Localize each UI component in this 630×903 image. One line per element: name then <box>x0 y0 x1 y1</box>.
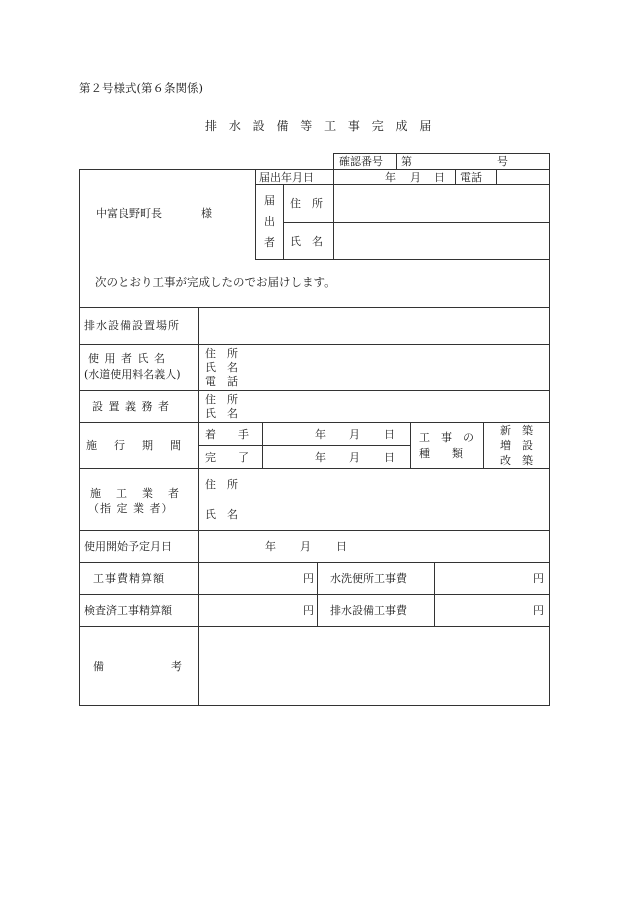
confirm-prefix: 第 <box>401 155 412 168</box>
confirm-label: 確認番号 <box>339 155 383 168</box>
obligor-label: 設 置 義 務 者 <box>92 400 170 413</box>
obligor-name-label: 氏 名 <box>205 407 238 420</box>
worktype-new: 新 築 <box>500 424 533 437</box>
notifier-name-label: 氏 名 <box>290 235 323 248</box>
start-use-month: 月 <box>300 540 311 553</box>
drain-cost-yen: 円 <box>533 604 544 617</box>
notify-date-label: 届出年月日 <box>259 171 314 184</box>
start-use-year: 年 <box>265 540 276 553</box>
contractor-label: 施 工 業 者 <box>90 487 181 500</box>
location-label: 排水設備設置場所 <box>84 319 180 332</box>
confirm-suffix: 号 <box>497 155 508 168</box>
cost-yen: 円 <box>303 572 314 585</box>
user-name-label: 氏 名 <box>205 361 238 374</box>
contractor-address-label: 住 所 <box>205 478 238 491</box>
user-label: 使 用 者 氏 名 <box>88 352 166 365</box>
inspected-cost-label: 検査済工事精算額 <box>84 604 172 617</box>
worktype-mod: 改 築 <box>500 454 533 467</box>
start-day: 日 <box>384 428 395 441</box>
period-label: 施 行 期 間 <box>86 439 184 452</box>
notifier-address-label: 住 所 <box>290 197 323 210</box>
end-month: 月 <box>349 451 360 464</box>
end-year: 年 <box>315 451 326 464</box>
toilet-cost-yen: 円 <box>533 572 544 585</box>
contractor-name-label: 氏 名 <box>205 508 238 521</box>
end-day: 日 <box>384 451 395 464</box>
cost-label: 工事費精算額 <box>93 572 165 585</box>
notify-date-year: 年 <box>385 171 396 184</box>
notify-date-day: 日 <box>434 171 445 184</box>
period-start-label: 着 手 <box>205 428 249 441</box>
start-year: 年 <box>315 428 326 441</box>
toilet-cost-label: 水洗便所工事費 <box>330 572 407 585</box>
worktype-label: 工 事 の <box>419 431 474 444</box>
form-number: 第２号様式(第６条関係) <box>79 81 203 95</box>
addressee-honorific: 様 <box>201 207 212 220</box>
user-label-sub: (水道使用料名義人) <box>84 368 181 381</box>
contractor-label-sub: （指 定 業 者） <box>88 502 174 515</box>
remarks-label: 備 考 <box>93 660 184 673</box>
obligor-address-label: 住 所 <box>205 393 238 406</box>
drain-cost-label: 排水設備工事費 <box>330 604 407 617</box>
start-month: 月 <box>349 428 360 441</box>
start-use-label: 使用開始予定月日 <box>84 540 172 553</box>
addressee: 中富良野町長 <box>96 207 162 220</box>
worktype-label-sub: 種 類 <box>419 447 463 460</box>
user-address-label: 住 所 <box>205 347 238 360</box>
inspected-cost-yen: 円 <box>303 604 314 617</box>
page-title: 排 水 設 備 等 工 事 完 成 届 <box>205 119 436 133</box>
notifier-char-3: 者 <box>264 236 275 249</box>
start-use-day: 日 <box>336 540 347 553</box>
statement: 次のとおり工事が完成したのでお届けします。 <box>95 275 336 289</box>
period-end-label: 完 了 <box>205 451 249 464</box>
notifier-char-2: 出 <box>264 215 275 228</box>
worktype-add: 増 設 <box>500 439 533 452</box>
notify-date-month: 月 <box>410 171 421 184</box>
user-tel-label: 電 話 <box>205 375 238 388</box>
notifier-char-1: 届 <box>264 194 275 207</box>
tel-label: 電話 <box>460 171 482 184</box>
